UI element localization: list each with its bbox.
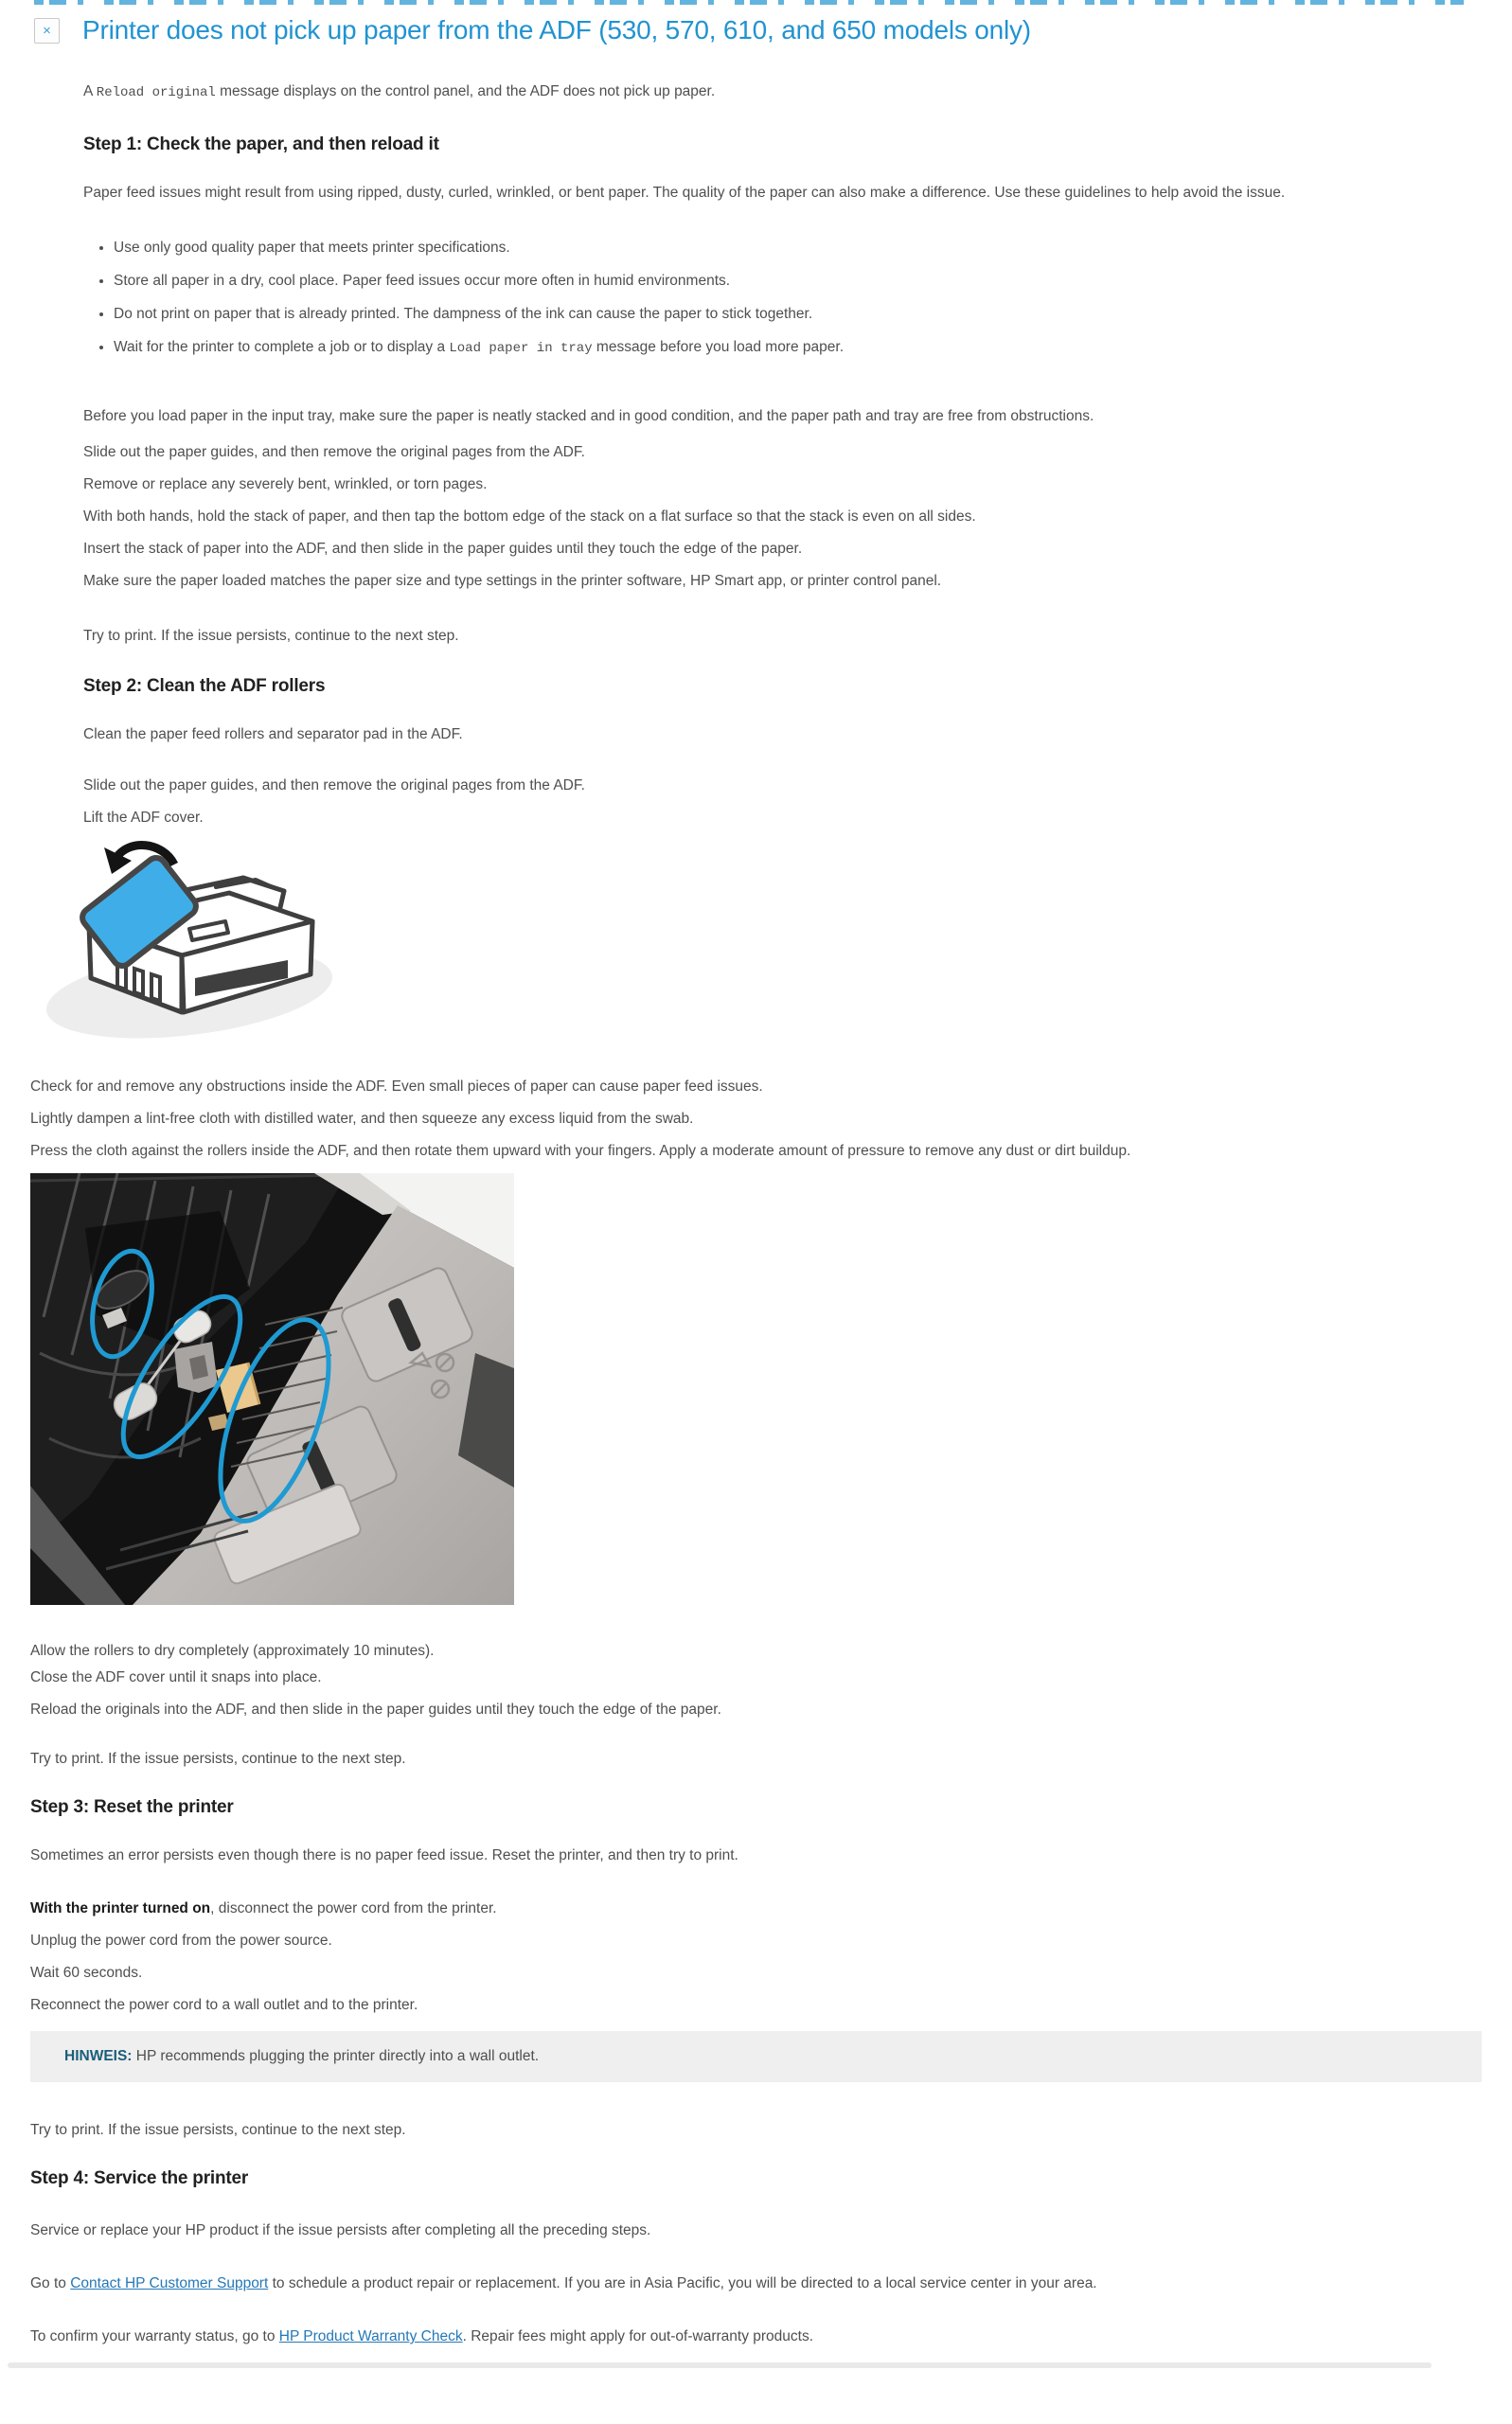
press-cloth-line: Press the cloth against the rollers inside the ADF, and then rotate them upward with your fingers. Apply a moderate amount of pressure to remove any dust or dirt buildup. [30,1143,1131,1159]
list-item [114,271,1482,292]
page-title: Printer does not pick up paper from the ADF (530, 570, 610, and 650 models only) [82,15,1031,45]
goto-pre-text: Go to [30,2275,71,2291]
slide-guides-line: Slide out the paper guides, and then remove the original pages from the ADF. [83,777,585,793]
heading-step-4: Step 4: Service the printer [30,2168,249,2188]
reconnect-line: Reconnect the power cord to a wall outlet and to the printer. [30,1997,418,2013]
warranty-paragraph [30,2326,1482,2347]
turned-on-bold-text: With the printer turned on [30,1900,211,1916]
lift-cover-line: Lift the ADF cover. [83,810,204,826]
list-item [114,304,1482,325]
bullet-text: Store all paper in a dry, cool place. Paper feed issues occur more often in humid environments. [114,273,731,289]
check-obstructions-line: Check for and remove any obstructions inside the ADF. Even small pieces of paper can cause paper feed issues. [30,1078,763,1095]
clean-rollers-line: Clean the paper feed rollers and separator pad in the ADF. [83,726,463,742]
try-to-print-line: Try to print. If the issue persists, continue to the next step. [83,628,459,644]
contact-support-paragraph [30,2273,1482,2294]
control-panel-message-text: Reload original [96,85,216,100]
printer-lift-adf-illustration [30,834,343,1041]
list-item [114,238,1482,258]
intro-post: message displays on the control panel, and the ADF does not pick up paper. [215,83,716,99]
dampen-cloth-line: Lightly dampen a lint-free cloth with distilled water, and then squeeze any excess liquid from the swab. [30,1111,694,1127]
unplug-line: Unplug the power cord from the power source. [30,1933,332,1949]
paper-guidelines-list [83,238,1482,359]
adf-rollers-photo [30,1173,514,1605]
note-paragraph [64,2046,1467,2067]
instruction-line: Slide out the paper guides, and then remove the original pages from the ADF. [83,444,585,460]
intro-pre: A [83,83,97,99]
instruction-line: Remove or replace any severely bent, wrinkled, or torn pages. [83,476,488,492]
before-loading-paragraph: Before you load paper in the input tray, make sure the paper is neatly stacked and in good condition, and the paper path and tray are free from obstructions. [83,408,1094,424]
contact-hp-support-link[interactable]: Contact HP Customer Support [70,2275,269,2291]
instruction-line: With both hands, hold the stack of paper, and then tap the bottom edge of the stack on a flat surface so that the stack is even on all sides. [83,508,976,525]
bullet-text: Do not print on paper that is already printed. The dampness of the ink can cause the paper to stick together. [114,306,813,322]
instruction-line: Insert the stack of paper into the ADF, and then slide in the paper guides until they touch the edge of the paper. [83,541,803,557]
close-cover-line: Close the ADF cover until it snaps into place. [30,1669,322,1685]
broken-image-icon: × [34,18,60,44]
reload-originals-line: Reload the originals into the ADF, and then slide in the paper guides until they touch the edge of the paper. [30,1702,721,1718]
article-header [34,13,1482,47]
list-item [114,337,1482,359]
intro-paragraph [83,81,1482,103]
bullet-text: Use only good quality paper that meets printer specifications. [114,240,510,256]
service-product-line: Service or replace your HP product if the issue persists after completing all the preceding steps. [30,2222,651,2238]
bullet-text: Wait for the printer to complete a job or to display a [114,339,450,355]
note-label: HINWEIS: [64,2048,133,2064]
bullet-text: message before you load more paper. [592,339,844,355]
load-paper-message-text: Load paper in tray [449,341,593,356]
disconnect-rest-text: , disconnect the power cord from the printer. [210,1900,497,1916]
dry-rollers-line: Allow the rollers to dry completely (approximately 10 minutes). [30,1643,435,1659]
warranty-check-link[interactable]: HP Product Warranty Check [278,2328,463,2344]
disconnect-power-line [30,1898,1482,1919]
wait-line: Wait 60 seconds. [30,1965,143,1981]
goto-post-text: to schedule a product repair or replacement. If you are in Asia Pacific, you will be directed to a local service center in your area. [268,2275,1097,2291]
step1-intro-paragraph: Paper feed issues might result from using ripped, dusty, curled, wrinkled, or bent paper. The quality of the paper can also make a difference. Use these guidelines to help avoid the issue. [83,185,1286,201]
step3-intro-paragraph: Sometimes an error persists even though there is no paper feed issue. Reset the printer, and then try to print. [30,1847,738,1863]
warranty-pre-text: To confirm your warranty status, go to [30,2328,279,2344]
note-text: HP recommends plugging the printer directly into a wall outlet. [132,2048,540,2064]
clipped-text-remnant [34,0,1464,5]
heading-step-2: Step 2: Clean the ADF rollers [83,676,326,696]
note-box [30,2031,1482,2082]
section-divider [8,2362,1432,2368]
try-to-print-line: Try to print. If the issue persists, continue to the next step. [30,1751,406,1767]
article-body [0,13,1512,2368]
instruction-line: Make sure the paper loaded matches the paper size and type settings in the printer software, HP Smart app, or printer control panel. [83,573,942,589]
try-to-print-line: Try to print. If the issue persists, continue to the next step. [30,2122,406,2138]
heading-step-1: Step 1: Check the paper, and then reload it [83,134,439,154]
heading-step-3: Step 3: Reset the printer [30,1797,234,1817]
warranty-post-text: . Repair fees might apply for out-of-warranty products. [462,2328,814,2344]
